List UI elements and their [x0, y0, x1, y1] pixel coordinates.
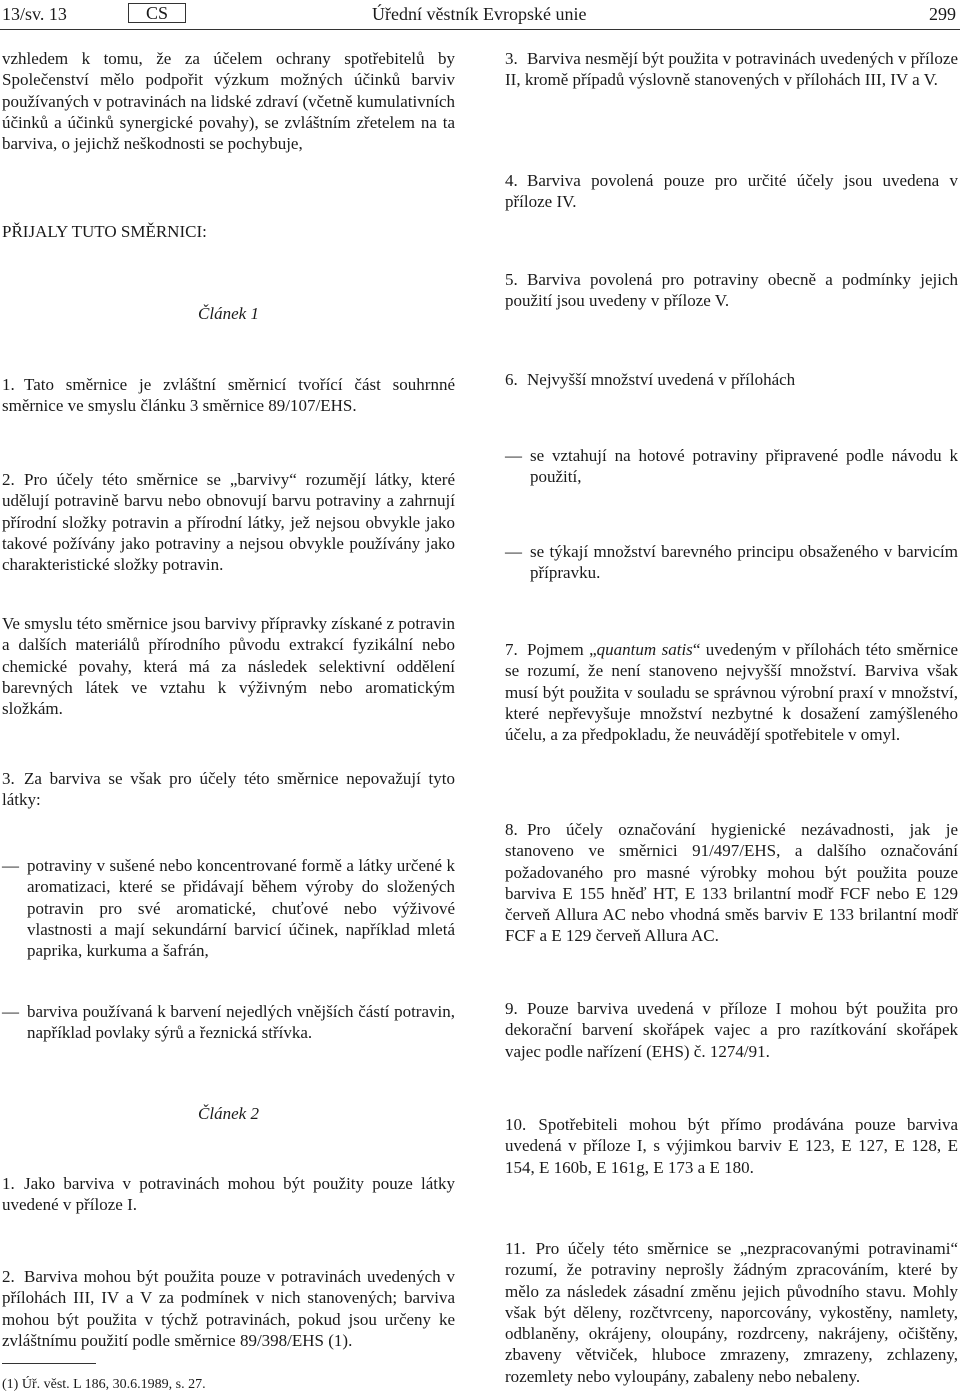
- paragraph-text: Tato směrnice je zvláštní směrnicí tvořící část souhrnné směrnice ve smyslu článku 3 směrnice 89/107/EHS.: [2, 375, 455, 416]
- paragraph-text: Barviva mohou být použita pouze v potravinách uvedených v přílohách III, IV a V za podmínek v nich stanovených; barviva mohou být použita v týchž potravinách, pokud jsou určeny ke zvláštnímu použití podle směrnice 89/398/EHS: [2, 1267, 455, 1350]
- paragraph-text: Pro účely této směrnice se „barvivy“ rozumějí látky, které udělují potravině barvu nebo obnovují barvu potraviny a zahrnují přírodní složky potravin a přírodní látky, jež nejsou obvykle jako takové požívány jako potraviny a nejsou obvykle používány jako charakteristické složky potravin.: [2, 470, 455, 575]
- paragraph-number: 7.: [505, 640, 518, 659]
- dash-item-text: barviva používaná k barvení nejedlých vnějších částí potravin, například povlaky sýrů a řeznická střívka.: [27, 1002, 455, 1043]
- paragraph-number: 9.: [505, 999, 518, 1018]
- article-2-paragraph-7: [505, 639, 958, 745]
- article-2-paragraph-9: [505, 998, 958, 1062]
- paragraph-text: Pro účely této směrnice se „nezpracovanými potravinami“ rozumí, že potraviny neprošly žádným zpracováním, které by mělo za následek zásadní změnu jejich původního stavu. Mohly však být děleny, rozčtvrceny, naporcovány, vykostěny, namlety, odblaněny, okrájeny, oloupány, rozdrceny, nakrájeny, očištěny, zbaveny větviček, hluboce zmrazeny, zmrazeny, zchlazeny, rozemlety nebo vyloupány, zabaleny nebo nebaleny.: [505, 1239, 959, 1386]
- paragraph-text: Barviva nesmějí být použita v potravinách uvedených v příloze II, kromě případů výslovně stanovených v přílohách III, IV a V.: [505, 49, 958, 90]
- article-1-dash-item: [2, 855, 455, 961]
- article-1-paragraph-3: [2, 768, 455, 811]
- paragraph-number: 5.: [505, 270, 518, 289]
- paragraph-number: 2.: [2, 1267, 15, 1286]
- dash-marker: —: [2, 1002, 19, 1021]
- paragraph-number: 11.: [505, 1239, 526, 1258]
- article-2-paragraph-1: [2, 1173, 455, 1216]
- paragraph-number: 4.: [505, 171, 518, 190]
- footnote-reference[interactable]: (1): [328, 1330, 349, 1350]
- journal-title: Úřední věstník Evropské unie: [372, 4, 587, 24]
- footnote-rule: [2, 1363, 96, 1364]
- paragraph-number: 2.: [2, 470, 15, 489]
- footnote: [2, 1377, 206, 1393]
- paragraph-text-start: Pojmem „: [527, 640, 597, 659]
- paragraph-number: 8.: [505, 820, 518, 839]
- article-1-paragraph-2: [2, 469, 455, 575]
- article-2-paragraph-5: [505, 269, 958, 312]
- paragraph-end: .: [348, 1330, 353, 1350]
- page-header: [0, 0, 960, 30]
- paragraph-text: Pro účely označování hygienické nezávadnosti, jak je stanoveno ve směrnici 91/497/EHS, a dalšího označování požadovaného pro masné výrobky mohou být použita pouze barviva E 155 hněď HT, E 133 brilantní modř FCF nebo E 129 červeň Allura AC nebo vhodná směs barviv E 133 brilantní modř FCF a E 129 červeň Allura AC.: [505, 820, 958, 946]
- article-2-dash-item: [505, 541, 958, 584]
- article-2-paragraph-3: [505, 48, 958, 91]
- paragraph-number: 3.: [2, 769, 15, 788]
- article-2-paragraph-11: [505, 1238, 958, 1387]
- paragraph-text: Spotřebiteli mohou být přímo prodávána pouze barviva uvedená v příloze I, s výjimkou barviv E 123, E 127, E 128, E 154, E 160b, E 161g, E 173 a E 180.: [505, 1115, 959, 1177]
- language-badge: CS: [128, 3, 186, 23]
- article-1-title: Článek 1: [198, 304, 259, 323]
- page-reference: 13/sv. 13: [2, 4, 67, 24]
- page-number: 299: [929, 4, 956, 24]
- recital-intro: vzhledem k tomu, že za účelem ochrany spotřebitelů by Společenství mělo podpořit výzkum možných účinků barviv používaných v potravinách na lidské zdraví (včetně kumulativních účinků a účinků synergické povahy), se zvláštním zřetelem na ta barviva, o jejichž neškodnosti se pochybuje,: [2, 49, 455, 154]
- article-1-paragraph-1: [2, 374, 455, 417]
- paragraph-text: Pouze barviva uvedená v příloze I mohou být použita pro dekorační barvení skořápek vajec a pro razítkování skořápek vajec podle nařízení (EHS) č. 1274/91.: [505, 999, 958, 1061]
- paragraph-number: 1.: [2, 1174, 15, 1193]
- dash-marker: —: [2, 856, 19, 875]
- paragraph-text: Jako barviva v potravinách mohou být použity pouze látky uvedené v příloze I.: [2, 1174, 455, 1215]
- paragraph-number: 1.: [2, 375, 15, 394]
- paragraph-text: Barviva povolená pro potraviny obecně a podmínky jejich použití jsou uvedeny v příloze V.: [505, 270, 958, 311]
- article-2-paragraph-4: [505, 170, 958, 213]
- dash-marker: —: [505, 542, 522, 561]
- paragraph-text: Za barviva se však pro účely této směrnice nepovažují tyto látky:: [2, 769, 455, 810]
- article-2-paragraph-2: [2, 1266, 455, 1351]
- quantum-satis-term: quantum satis: [596, 640, 693, 659]
- article-2-title: Článek 2: [198, 1104, 259, 1123]
- header-rule: [0, 29, 960, 30]
- adopted-heading: PŘIJALY TUTO SMĚRNICI:: [2, 222, 207, 241]
- article-2-paragraph-10: [505, 1114, 958, 1178]
- paragraph-text: Nejvyšší množství uvedená v přílohách: [527, 370, 796, 389]
- article-2-dash-item: [505, 445, 958, 488]
- dash-item-text: se vztahují na hotové potraviny připravené podle návodu k použití,: [530, 446, 958, 487]
- paragraph-text-rest: “ uvedeným v přílohách této směrnice se rozumí, že není stanoveno nejvyšší množství. Barviva však musí být použita v souladu se správnou výrobní praxí v množství, které nepřevyšuje množství nezbytné k dosažení zamýšleného účelu, a za předpokladu, že neuvádějí spotřebitele v omyl.: [505, 640, 958, 745]
- paragraph-number: 10.: [505, 1115, 527, 1134]
- dash-item-text: potraviny v sušené nebo koncentrované formě a látky určené k aromatizaci, které se přidávají během výroby do složených potravin pro své aromatické, chuťové nebo výživové vlastnosti a mají sekundární barvicí účinek, například mletá paprika, kurkuma a šafrán,: [27, 856, 455, 961]
- article-2-paragraph-6: [505, 369, 958, 390]
- dash-marker: —: [505, 446, 522, 465]
- article-2-paragraph-8: [505, 819, 958, 947]
- paragraph-number: 6.: [505, 370, 518, 389]
- paragraph-text: Barviva povolená pouze pro určité účely jsou uvedena v příloze IV.: [505, 171, 958, 212]
- dash-item-text: se týkají množství barevného principu obsaženého v barvicím přípravku.: [530, 542, 958, 583]
- footnote-text: Úř. věst. L 186, 30.6.1989, s. 27.: [21, 1377, 206, 1392]
- article-1-paragraph-2-continuation: Ve smyslu této směrnice jsou barvivy přípravky získané z potravin a dalších materiálů přírodního původu extrakcí fyzikální nebo chemické povahy, která má za následek selektivní oddělení barevných látek ve vztahu k výživným nebo aromatickým složkám.: [2, 614, 455, 719]
- paragraph-number: 3.: [505, 49, 518, 68]
- article-1-dash-item: [2, 1001, 455, 1044]
- footnote-marker: (1): [2, 1377, 19, 1392]
